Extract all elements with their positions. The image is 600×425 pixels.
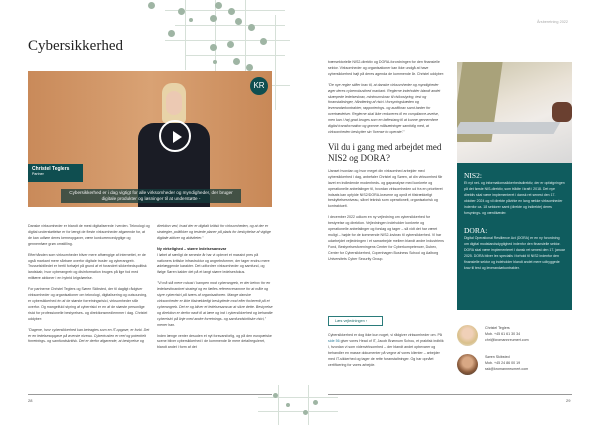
text: Cybersikkerhed er dog ikke kun noget, vi rådgiver virksomheder om. På [328, 333, 442, 337]
read-guide-button[interactable] [328, 316, 383, 326]
contact-phone: Mob. +45 24 86 00 19 [485, 360, 521, 365]
footer-divider [328, 394, 572, 395]
text: giver vores Head of IT, Jacob Brønnum Schou, et praktisk indblik i, hvordan vi som videnvirksomhed – der blandt andet opbevarer og behandler en masse dokumenter på vegne af vores klienter – arbejder med IT-sikkerhed og tager de rette foranstaltninger. Og har opnået certificering for vores arbejde. [328, 338, 444, 367]
report-label: Årsberetning 2022 [537, 20, 569, 24]
quote-paragraph: "De nye regler stiller krav til, at danske virksomheder og myndigheder øger deres cyberrobusthed markant. Reglerne indeholder blandt andet skærpede ledelseskrav, minimumskrav til risikostyring, test og foranstaltninger, håndtering af risici i forsyningskæden og leverandørkontrakter, rapporterings- og auditkrav samt bøder for overtrædelser. Reglerne skal ikke reduceres til en compliance-øvelse, men kan i høj grad bruges som en løftestang til at kunne gennemføre digital transformation og grønne målsætninger samtidig med, at virksomheden beskytter sin 'license to operate'." [328, 82, 441, 134]
speaker-name: Christel Teglers [32, 166, 70, 172]
avatar [457, 325, 478, 346]
speaker-role: Partner [32, 172, 44, 176]
contact-phone: Mob. +45 61 61 30 34 [485, 331, 521, 336]
laptop-photo [457, 62, 572, 163]
dora-title: DORA: [464, 226, 488, 236]
page-title: Cybersikkerhed [28, 38, 123, 54]
quote-paragraph: "Dagene, hvor cybersikkerhed kan betragtes som en IT-opgave, er forbi. Det er en ledelsesopgave på øverste niveau. Cybertruslen er reel og potentielt forretnings- og samfundskritisk. Det er derfor afgørende, at bestyrelse og [28, 327, 150, 344]
paragraph: I december 2022 udkom en ny vejledning om cybersikkerhed for bestyrelse og direktion. Vejledningen indeholder konkrete og operationelle anbefalinger og forslag og tager – så vidt det har været muligt – højde for de kommende NIS2-lovkrav til cybersikkerhed. Vi har udarbejdet vejledningen i et samarbejde mellem blandt andre Industriens Fond, Bestyrelsesforeningens Center for Cyberkompetencer, Dubex, Center for Cybersikkerhed, Copenhagen Business School og Aalborg Universitets Cyber Security Group. [328, 215, 444, 261]
speaker-lower-third [28, 164, 83, 182]
left-column-1 [28, 224, 150, 350]
decorative-dot-grid [258, 385, 338, 425]
video-player[interactable] [28, 71, 272, 207]
closing-paragraph [328, 333, 445, 368]
contact-name: Christel Teglers [485, 326, 510, 330]
video-caption: Cybersikkerhed er i dag vigtigt for alle virksomheder og myndigheder, der bruger digitale produkter og løsninger til at understøtte - [61, 189, 241, 203]
kr-logo: KR [250, 77, 268, 95]
page-number: 29 [566, 398, 571, 403]
contact-name: Søren Skibsted [485, 355, 510, 359]
left-column-2 [157, 224, 273, 356]
paragraph: Inden længe venter desuden et nyt forsvarsforlig, og på den europæiske scene bliver cybersikkerhed i de kommende år mere detailreguleret, blandt andet i form af det [157, 333, 272, 350]
quote-paragraph: direktion ved, hvad der er digitalt kritisk for virksomheden, og at der er strategier, politikker og testede planer på plads for beskyttelse af vigtige digitale aktiver og aktiviteter." [157, 224, 271, 240]
right-column [328, 60, 445, 267]
paragraph: tværsektorielle NIS2-direktiv og DORA-forordningen for den finansielle sektor. Virksomheder og organisationer kan ikke undgå at have cybersikkerhed højt på deres agenda de kommende år. Christel uddyber: [328, 60, 445, 76]
dora-text: Digital Operational Resilience Act (DORA) er en ny forordning om digital modstandsdygtighed indenfor den finansielle sektor. DORA skal være implementeret i dansk ret senest den 17. januar 2025. DORA bliver lex specialis i forhold til NIS2 indenfor den finansielle sektor og indeholder blandt andet mere udbyggede krav til test og leverandørkontrakter. [464, 236, 565, 270]
section-subheading: Ny virkelighed – større ledelsesansvar [157, 246, 227, 251]
nis2-title: NIS2: [464, 171, 482, 180]
paragraph: Uanset hvordan og hvor meget din virksomhed arbejder med cybersikkerhed i dag, anbefaler Christel og Søren, at din virksomhed får lavet en indledende modenheds- og gapanalyse med konkrete og operationelle anbefalinger til, hvordan virksomheden ud fra en prioriteret indsats kan opfylde NIS2/DORA-kravene og opnå et tilstrækkeligt beskyttelsesniveau, såvel teknisk som operationelt, organisatorisk og kontraktuelt. [328, 168, 443, 209]
paragraph: For partnerne Christel Teglers og Søren Skibsted, der til dagligt rådgiver virksomheder og organisationer om teknologi, digitalisering og outsourcing, er cybersikkerhed én af de største forretningsrisici, virksomheder står overfor. Og mangelfuld styring af cyberrisici er en af de største personlige risici for professionelle bestyrelses- og direktionsmedlemmer i dag. Christel uddyber: [28, 287, 148, 321]
contact-email[interactable]: chri@kromannreumert.com [485, 337, 529, 342]
section-heading: Vil du i gang med arbejdet med NIS2 og DORA? [328, 141, 442, 163]
paragraph: Efterhånden som virksomheder bliver mere afhængige af internettet, er de også markant mere sårbare overfor digitale trusler og cyberangreb. Trusselsbilledet er hertil forhøjet på grund af et forandret sikkerhedspolitisk landskab, hvor cyberangreb og disinformation bruges på lige fod med militære aktioner i en hybrid krigsførelse. [28, 252, 147, 281]
info-box [457, 163, 572, 310]
play-button[interactable] [159, 120, 191, 152]
button-label: Læs vejledningen [335, 319, 365, 323]
nis2-text: Et nyt net- og informationssikkerhedsdirektiv, der er opfølgningen på det første NIS-direktiv, som trådte i kraft i 2018. Det nye direktiv skal være implementeret i dansk ret senest den 17. oktober 2024 og vil direkte påvirke en lang række virksomheder indenfor ca. 18 sektorer samt (direkte og indirekte) deres forsynings- og værdikæder. [464, 181, 565, 215]
chevron-right-icon: › [365, 319, 368, 323]
page-link[interactable]: side 56 [328, 338, 340, 343]
contact-email[interactable]: ssk@kromannreumert.com [485, 366, 529, 371]
avatar [457, 354, 478, 375]
quote-paragraph: "Vi må stå mere robust i kampen mod cyberangreb, er der behov for en ledelsesforankret strategi og en fælles referenceramme for at måle og styre cyberrisici på tværs af organisationen. Mange danske virksomheder er ikke tilstrækkeligt beskyttede mod eller forberedt på et cyberangreb. Det er og bliver et ledelsesansvar at sikre dette. Bestyrelse og direktion er derfor nødt til at lære og ind i cybersikkerhed og behandle cyberrisici på linje med andre forretnings- og samfundskritiske risici," mener han. [157, 281, 273, 327]
paragraph: Danske virksomheder er blandt de mest digitaliserede i verden. Teknologi og digital understøttelse er for længt de fleste virksomheder afgørende for, at de kan udføre deres kerneopgaver, være konkurrencedygtige og gennemføre grøn omstilling. [28, 224, 150, 246]
page-number: 28 [28, 398, 33, 403]
paragraph: I løbet af særligt de seneste år har vi oplevet et massivt pres på nationers kritiske infrastruktur og angrebsformer, der tager endnu mere ødelæggende karakter. Det udfordrer virksomheder og samfund, og ifølge Søren kalder det på et langt større ledelsesfokus. [157, 252, 270, 275]
footer-divider [28, 394, 272, 395]
